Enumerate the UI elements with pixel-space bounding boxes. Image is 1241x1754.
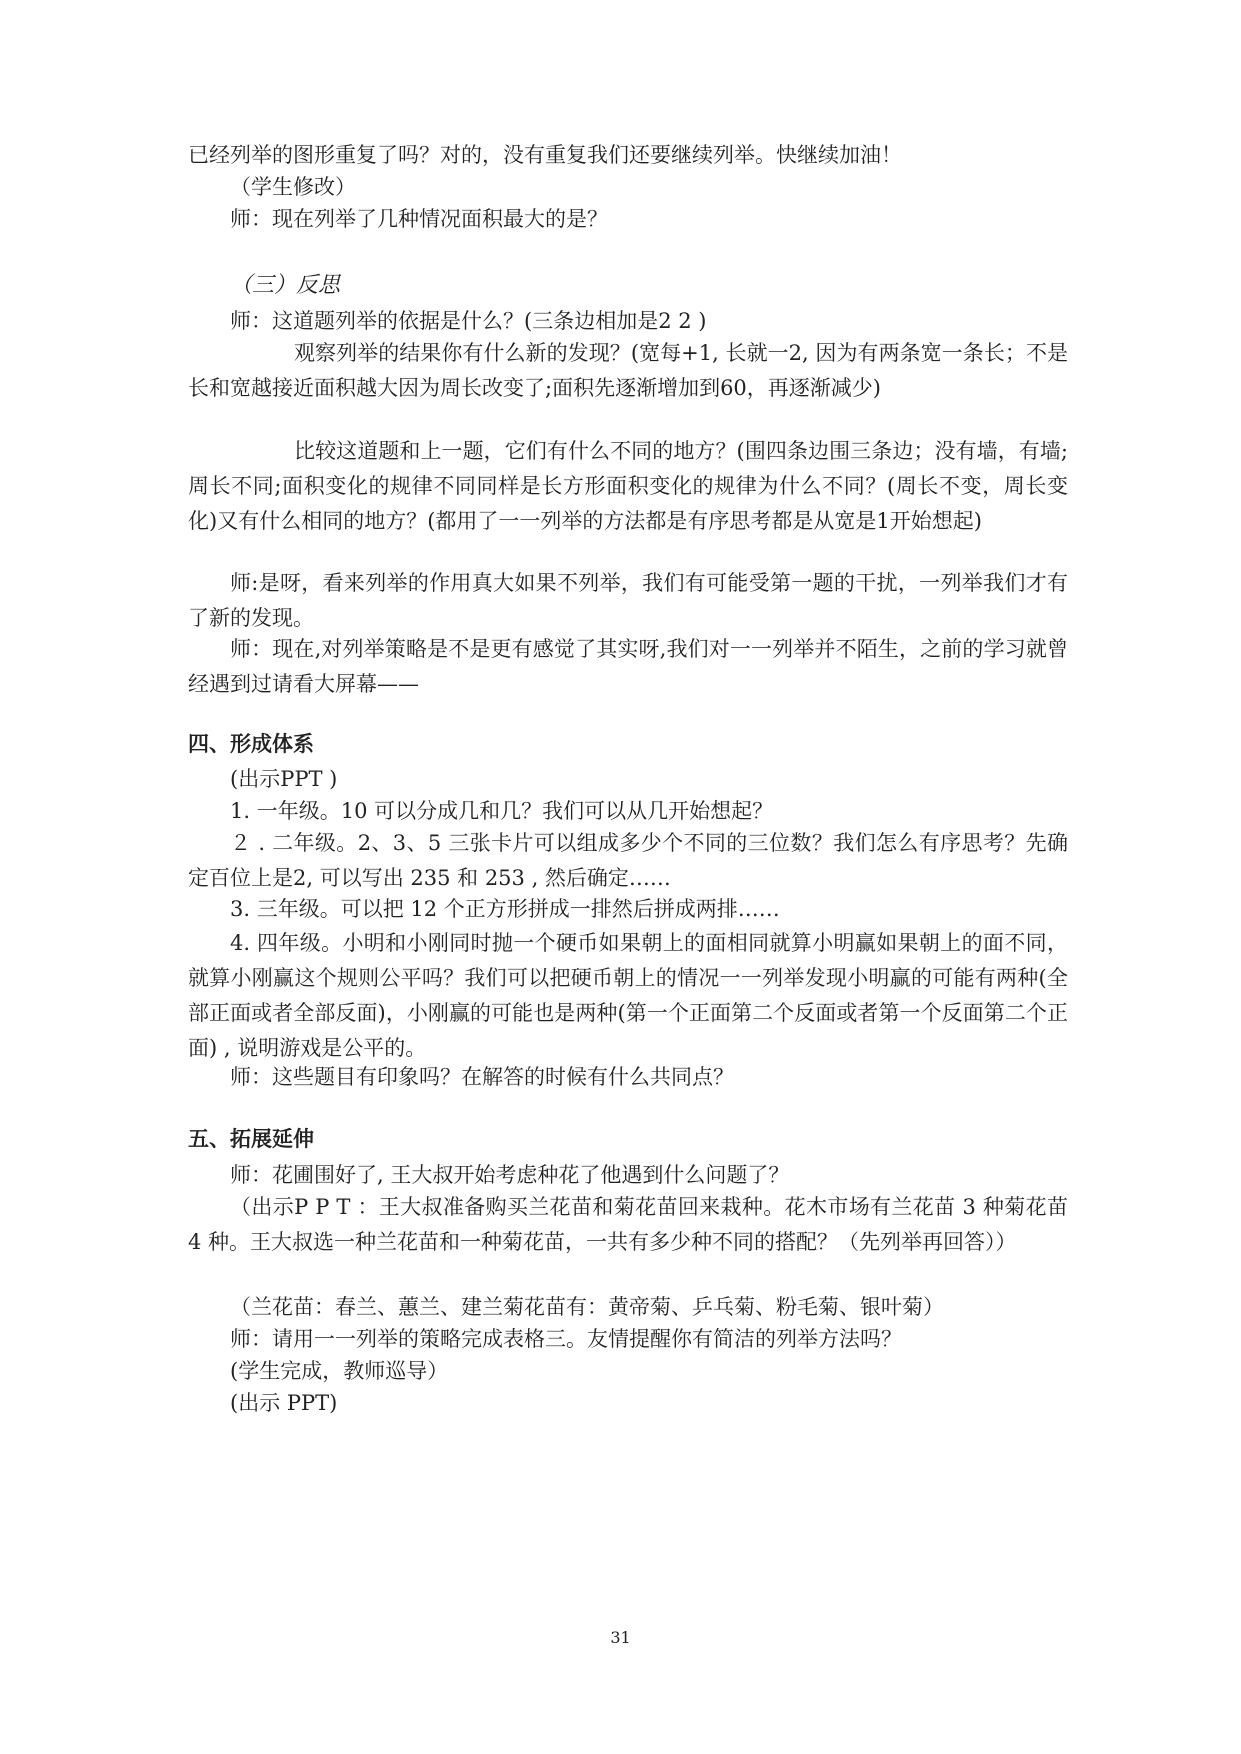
paragraph-grade-one: 1. 一年级。10 可以分成几和几？我们可以从几开始想起？ (230, 799, 774, 823)
paragraph-teacher-common: 师：这些题目有印象吗？在解答的时候有什么共同点？ (230, 1065, 734, 1089)
paragraph-reflection-basis: 师：这道题列举的依据是什么？(三条边相加是2 2 ) (230, 309, 707, 333)
paragraph-observe-results: 观察列举的结果你有什么新的发现？(宽每+1, 长就一2, 因为有两条宽一条长；不是长和宽越接近面积越大因为周长改变了;面积先逐渐增加到60，再逐渐减少) (188, 341, 1068, 400)
subheading-reflection: （三）反思 (230, 273, 341, 298)
paragraph-teacher-flowers: 师：花圃围好了, 王大叔开始考虑种花了他遇到什么问题了？ (230, 1163, 790, 1187)
paragraph-teacher-strategy: 师：现在,对列举策略是不是更有感觉了其实呀,我们对一一列举并不陌生，之前的学习就曾经遇到过请看大屏幕—— (188, 637, 1068, 696)
heading-section-five: 五、拓展延伸 (188, 1127, 314, 1151)
paragraph-flower-list: （兰花苗：春兰、蕙兰、建兰菊花苗有：黄帝菊、乒乓菊、粉毛菊、银叶菊） (230, 1295, 944, 1319)
heading-section-four: 四、形成体系 (188, 732, 314, 756)
paragraph-student-complete: (学生完成，教师巡导） (230, 1359, 449, 1383)
paragraph-compare-problems: 比较这道题和上一题，它们有什么不同的地方？(围四条边围三条边；没有墙，有墙;周长不同;面积变化的规律不同同样是长方形面积变化的规律为什么不同？(周长不变，周长变化)又有什么相同的地方？(都用了一一列举的方法都是有序思考都是从宽是1开始想起) (188, 439, 1068, 533)
page-number: 31 (610, 1628, 631, 1647)
paragraph-teacher-summary: 师:是呀，看来列举的作用真大如果不列举，我们有可能受第一题的干扰，一列举我们才有了新的发现。 (188, 571, 1068, 630)
paragraph-grade-four: 4. 四年级。小明和小刚同时抛一个硬币如果朝上的面相同就算小明赢如果朝上的面不同，就算小刚赢这个规则公平吗？我们可以把硬币朝上的情况一一列举发现小明赢的可能有两种(全部正面或者全部反面)，小刚赢的可能也是两种(第一个正面第二个反面或者第一个反面第二个正面) , 说明游戏是公平的。 (188, 931, 1068, 1060)
paragraph-student-revise: （学生修改） (230, 175, 356, 199)
paragraph-continued: 已经列举的图形重复了吗？对的，没有重复我们还要继续列举。快继续加油！ (188, 143, 902, 167)
paragraph-show-ppt-2: (出示 PPT) (230, 1391, 338, 1415)
paragraph-show-ppt-1: (出示PPT ) (230, 767, 338, 791)
paragraph-grade-two: ２ . 二年级。2、3、5 三张卡片可以组成多少个不同的三位数？我们怎么有序思考？先确定百位上是2, 可以写出 235 和 253 , 然后确定…… (188, 831, 1068, 890)
paragraph-teacher-table: 师：请用一一列举的策略完成表格三。友情提醒你有简洁的列举方法吗？ (230, 1327, 902, 1351)
paragraph-grade-three: 3. 三年级。可以把 12 个正方形拼成一排然后拼成两排…… (230, 897, 780, 921)
paragraph-teacher-question: 师：现在列举了几种情况面积最大的是？ (230, 207, 608, 231)
paragraph-show-ppt-problem: （出示P P T ：王大叔准备购买兰花苗和菊花苗回来栽种。花木市场有兰花苗 3 种菊花苗 4 种。王大叔选一种兰花苗和一种菊花苗，一共有多少种不同的搭配？（先列举再回答）） (188, 1195, 1068, 1254)
